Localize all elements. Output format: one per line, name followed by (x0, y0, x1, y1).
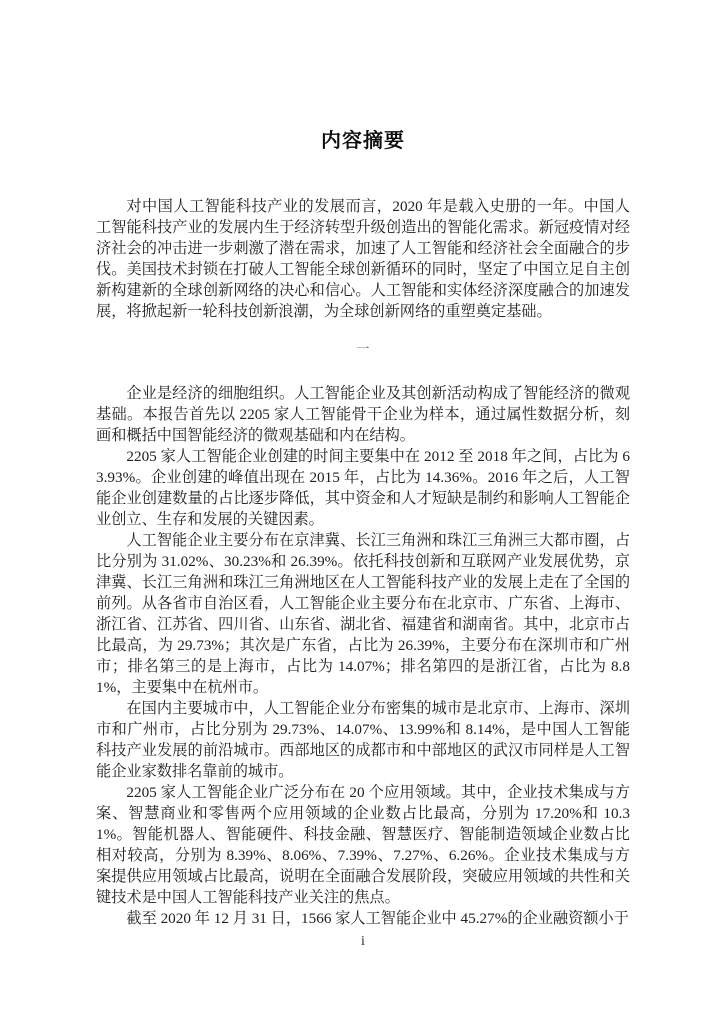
paragraph-founding-years: 2205 家人工智能企业创建的时间主要集中在 2012 至 2018 年之间，占比为 63.93%。企业创建的峰值出现在 2015 年，占比为 14.36%。2016 年之后，人工智能企业创建数量的占比逐步降低，其中资金和人才短缺是制约和影响人工智能企业创立、生存和发展的关键因素。 (96, 448, 630, 528)
paragraph-micro-foundation: 企业是经济的细胞组织。人工智能企业及其创新活动构成了智能经济的微观基础。本报告首先以 2205 家人工智能骨干企业为样本，通过属性数据分析，刻画和概括中国智能经济的微观基础和内在结构。 (96, 385, 630, 444)
paragraph-overview: 对中国人工智能科技产业的发展而言，2020 年是载入史册的一年。中国人工智能科技产业的发展内生于经济转型升级创造出的智能化需求。新冠疫情对经济社会的冲击进一步刺激了潜在需求，加速了人工智能和经济社会全面融合的步伐。美国技术封锁在打破人工智能全球创新循环的同时，坚定了中国立足自主创新构建新的全球创新网络的决心和信心。人工智能和实体经济深度融合的加速发展，将掀起新一轮科技创新浪潮，为全球创新网络的重塑奠定基础。 (96, 198, 630, 320)
paragraph-regional-distribution: 人工智能企业主要分布在京津冀、长江三角洲和珠江三角洲三大都市圈，占比分别为 31.02%、30.23%和 26.39%。依托科技创新和互联网产业发展优势，京津冀、长江三角洲和珠江三角洲地区在人工智能科技产业的发展上走在了全国的前列。从各省市自治区看，人工智能企业主要分布在北京市、广东省、上海市、浙江省、江苏省、四川省、山东省、湖北省、福建省和湖南省。其中，北京市占比最高，为 29.73%；其次是广东省，占比为 26.39%，主要分布在深圳市和广州市；排名第三的是上海市，占比为 14.07%；排名第四的是浙江省，占比为 8.81%，主要集中在杭州市。 (96, 532, 630, 696)
paragraph-application-fields: 2205 家人工智能企业广泛分布在 20 个应用领域。其中，企业技术集成与方案、智慧商业和零售两个应用领域的企业数占比最高，分别为 17.20%和 10.31%。智能机器人、智能硬件、科技金融、智慧医疗、智能制造领域企业数占比相对较高，分别为 8.39%、8.06%、7.39%、7.27%、6.26%。企业技术集成与方案提供应用领域占比最高，说明在全面融合发展阶段，突破应用领域的共性和关键技术是中国人工智能科技产业关注的焦点。 (96, 784, 630, 906)
paragraph-city-distribution: 在国内主要城市中，人工智能企业分布密集的城市是北京市、上海市、深圳市和广州市，占比分别为 29.73%、14.07%、13.99%和 8.14%，是中国人工智能科技产业发展的前沿城市。西部地区的成都市和中部地区的武汉市同样是人工智能企业家数排名靠前的城市。 (96, 700, 630, 780)
page-number: i (361, 934, 365, 949)
abstract-title: 内容摘要 (321, 130, 405, 152)
section-divider: 一 (356, 341, 370, 356)
paragraph-financing: 截至 2020 年 12 月 31 日，1566 家人工智能企业中 45.27%的企业融资额小于 (126, 910, 629, 927)
